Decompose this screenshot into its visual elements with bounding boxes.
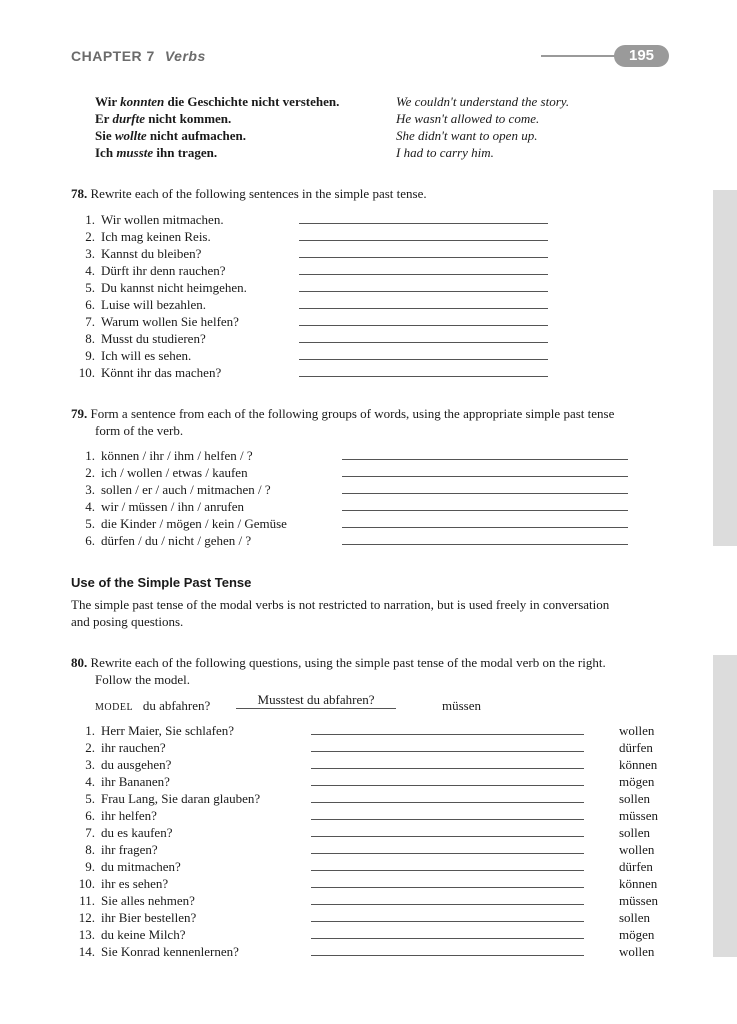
list-item: 9. Ich will es sehen. [85, 348, 192, 363]
modal-verb: dürfen [619, 740, 653, 755]
list-item: 8. Musst du studieren? [85, 331, 206, 346]
model-question: du abfahren? [142, 698, 211, 713]
exercise-number: 80. [71, 655, 88, 670]
answer-line[interactable] [342, 527, 628, 528]
example-english: I had to carry him. [396, 145, 494, 160]
chapter-label: CHAPTER 7 [71, 48, 155, 64]
example-german: Ich musste ihn tragen. [95, 145, 218, 160]
model-example [95, 697, 210, 716]
list-item: 11. Sie alles nehmen? [79, 893, 195, 908]
answer-line[interactable] [311, 836, 584, 837]
list-item: 10. Könnt ihr das machen? [78, 365, 222, 380]
exercise-instruction-cont: Follow the model. [95, 672, 190, 687]
side-tab-upper [713, 190, 737, 546]
page-number-badge: 195 [614, 45, 669, 67]
answer-line[interactable] [299, 223, 548, 224]
answer-line[interactable] [311, 819, 584, 820]
model-answer: Musstest du abfahren? [236, 691, 396, 709]
chapter-header [71, 48, 206, 64]
list-item: 9. du mitmachen? [85, 859, 181, 874]
answer-line[interactable] [311, 921, 584, 922]
modal-verb: sollen [619, 825, 651, 840]
answer-line[interactable] [299, 342, 548, 343]
list-item: 3. du ausgehen? [85, 757, 172, 772]
answer-line[interactable] [299, 308, 548, 309]
answer-line[interactable] [342, 493, 628, 494]
modal-verb: sollen [619, 910, 651, 925]
list-item: 2. ich / wollen / etwas / kaufen [85, 465, 248, 480]
modal-verb: mögen [619, 927, 655, 942]
list-item: 14. Sie Konrad kennenlernen? [78, 944, 239, 959]
list-item: 4. Dürft ihr denn rauchen? [85, 263, 226, 278]
answer-line[interactable] [311, 938, 584, 939]
example-english: She didn't want to open up. [396, 128, 538, 143]
list-item: 6. ihr helfen? [85, 808, 157, 823]
list-item: 2. ihr rauchen? [85, 740, 166, 755]
answer-line[interactable] [311, 887, 584, 888]
modal-verb: können [619, 876, 658, 891]
answer-line[interactable] [311, 853, 584, 854]
example-english: We couldn't understand the story. [396, 94, 570, 109]
answer-line[interactable] [299, 325, 548, 326]
list-item: 10. ihr es sehen? [78, 876, 169, 891]
list-item: 7. Warum wollen Sie helfen? [85, 314, 239, 329]
answer-line[interactable] [311, 904, 584, 905]
modal-verb: können [619, 757, 658, 772]
side-tab-lower [713, 655, 737, 957]
list-item: 7. du es kaufen? [85, 825, 173, 840]
answer-line[interactable] [299, 240, 548, 241]
section-heading: Use of the Simple Past Tense [71, 575, 252, 590]
exercise-number: 79. [71, 406, 88, 421]
list-item: 5. Frau Lang, Sie daran glauben? [85, 791, 261, 806]
list-item: 12. ihr Bier bestellen? [78, 910, 197, 925]
answer-line[interactable] [299, 274, 548, 275]
answer-line[interactable] [342, 476, 628, 477]
list-item: 2. Ich mag keinen Reis. [85, 229, 211, 244]
list-item: 8. ihr fragen? [85, 842, 158, 857]
model-verb: müssen [442, 698, 481, 713]
answer-line[interactable] [311, 768, 584, 769]
model-label: MODEL [95, 702, 134, 713]
example-german: Er durfte nicht kommen. [95, 111, 232, 126]
answer-line[interactable] [311, 802, 584, 803]
exercise-instruction-cont: form of the verb. [95, 423, 184, 438]
chapter-subject: Verbs [164, 48, 206, 64]
answer-line[interactable] [299, 291, 548, 292]
list-item: 6. Luise will bezahlen. [85, 297, 207, 312]
modal-verb: wollen [619, 723, 655, 738]
exercise-instruction: 79. Form a sentence from each of the following groups of words, using the appropriate simple past tense [71, 406, 615, 421]
modal-verb: müssen [619, 893, 658, 908]
answer-line[interactable] [311, 785, 584, 786]
list-item: 3. Kannst du bleiben? [85, 246, 202, 261]
list-item: 5. die Kinder / mögen / kein / Gemüse [85, 516, 287, 531]
list-item: 5. Du kannst nicht heimgehen. [85, 280, 247, 295]
modal-verb: wollen [619, 944, 655, 959]
list-item: 13. du keine Milch? [78, 927, 186, 942]
modal-verb: sollen [619, 791, 651, 806]
section-body: The simple past tense of the modal verbs is not restricted to narration, but is used freely in conversation [71, 597, 610, 612]
list-item: 1. Herr Maier, Sie schlafen? [85, 723, 235, 738]
answer-line[interactable] [299, 359, 548, 360]
example-german: Wir konnten die Geschichte nicht verstehen. [95, 94, 340, 109]
answer-line[interactable] [311, 955, 584, 956]
answer-line[interactable] [342, 459, 628, 460]
list-item: 4. wir / müssen / ihn / anrufen [85, 499, 244, 514]
list-item: 1. können / ihr / ihm / helfen / ? [85, 448, 253, 463]
exercise-number: 78. [71, 186, 88, 201]
list-item: 6. dürfen / du / nicht / gehen / ? [85, 533, 252, 548]
answer-line[interactable] [311, 751, 584, 752]
answer-line[interactable] [311, 870, 584, 871]
modal-verb: wollen [619, 842, 655, 857]
modal-verb: müssen [619, 808, 658, 823]
section-body-cont: and posing questions. [71, 614, 184, 629]
exercise-instruction: 78. Rewrite each of the following sentences in the simple past tense. [71, 186, 427, 201]
example-german: Sie wollte nicht aufmachen. [95, 128, 246, 143]
modal-verb: dürfen [619, 859, 653, 874]
example-english: He wasn't allowed to come. [396, 111, 540, 126]
answer-line[interactable] [311, 734, 584, 735]
answer-line[interactable] [299, 376, 548, 377]
answer-line[interactable] [342, 544, 628, 545]
list-item: 4. ihr Bananen? [85, 774, 170, 789]
answer-line[interactable] [299, 257, 548, 258]
answer-line[interactable] [342, 510, 628, 511]
exercise-instruction: 80. Rewrite each of the following questions, using the simple past tense of the modal verb on the right. [71, 655, 606, 670]
list-item: 1. Wir wollen mitmachen. [85, 212, 224, 227]
modal-verb: mögen [619, 774, 655, 789]
list-item: 3. sollen / er / auch / mitmachen / ? [85, 482, 271, 497]
